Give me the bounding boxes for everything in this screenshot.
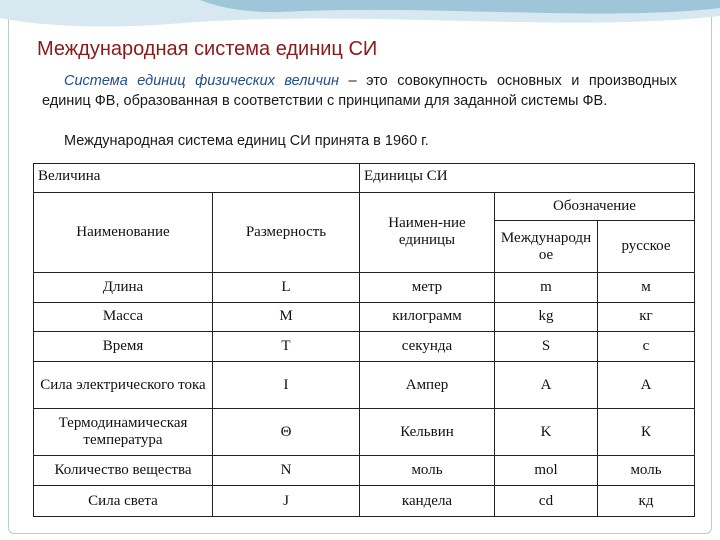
- cell-international: A: [495, 362, 598, 409]
- cell-russian: с: [598, 332, 695, 362]
- table-row: [34, 456, 695, 486]
- header-dimension: Размерность: [213, 192, 360, 272]
- table-row: [34, 332, 695, 362]
- cell-unit: кандела: [360, 486, 495, 517]
- cell-unit: Ампер: [360, 362, 495, 409]
- cell-international: mol: [495, 456, 598, 486]
- cell-international: m: [495, 272, 598, 302]
- cell-quantity: Сила света: [34, 486, 213, 517]
- cell-international: K: [495, 409, 598, 456]
- cell-dimension: M: [213, 302, 360, 332]
- cell-russian: К: [598, 409, 695, 456]
- definition-term: Система единиц физических величин: [64, 73, 340, 89]
- si-units-table: [33, 163, 695, 517]
- table-row: [34, 362, 695, 409]
- cell-quantity: Количество вещества: [34, 456, 213, 486]
- cell-unit: метр: [360, 272, 495, 302]
- cell-quantity: Термодинамическая температура: [34, 409, 213, 456]
- cell-unit: килограмм: [360, 302, 495, 332]
- table-row: [34, 302, 695, 332]
- cell-russian: А: [598, 362, 695, 409]
- cell-quantity: Масса: [34, 302, 213, 332]
- table-row: [34, 486, 695, 517]
- cell-quantity: Время: [34, 332, 213, 362]
- cell-dimension: T: [213, 332, 360, 362]
- decorative-wave-band: [0, 0, 720, 40]
- header-designation: Обозначение: [495, 192, 695, 221]
- definition-text: – это совокупность основных и производных единиц ФВ, образованная в соответствии с принципами для заданной системы ФВ.: [42, 73, 677, 109]
- cell-russian: кд: [598, 486, 695, 517]
- table-row: [34, 409, 695, 456]
- cell-dimension: J: [213, 486, 360, 517]
- definition-paragraph: [42, 71, 677, 111]
- cell-dimension: L: [213, 272, 360, 302]
- slide-title: Международная система единиц СИ: [37, 38, 378, 60]
- header-si-units: Единицы СИ: [360, 164, 695, 193]
- cell-quantity: Длина: [34, 272, 213, 302]
- header-russian: русское: [598, 221, 695, 272]
- cell-international: kg: [495, 302, 598, 332]
- table-header-row: [34, 192, 695, 221]
- cell-russian: м: [598, 272, 695, 302]
- table-body: [34, 272, 695, 516]
- cell-international: cd: [495, 486, 598, 517]
- cell-quantity: Сила электрического тока: [34, 362, 213, 409]
- cell-unit: Кельвин: [360, 409, 495, 456]
- cell-russian: моль: [598, 456, 695, 486]
- table-header-row: [34, 164, 695, 193]
- header-unit-name: Наимен-ние единицы: [360, 192, 495, 272]
- cell-dimension: I: [213, 362, 360, 409]
- cell-dimension: Θ: [213, 409, 360, 456]
- cell-international: S: [495, 332, 598, 362]
- cell-dimension: N: [213, 456, 360, 486]
- cell-russian: кг: [598, 302, 695, 332]
- adoption-note: Международная система единиц СИ принята в 1960 г.: [64, 133, 429, 149]
- header-name: Наименование: [34, 192, 213, 272]
- cell-unit: секунда: [360, 332, 495, 362]
- header-quantity: Величина: [34, 164, 360, 193]
- header-international: Международное: [495, 221, 598, 272]
- table-row: [34, 272, 695, 302]
- cell-unit: моль: [360, 456, 495, 486]
